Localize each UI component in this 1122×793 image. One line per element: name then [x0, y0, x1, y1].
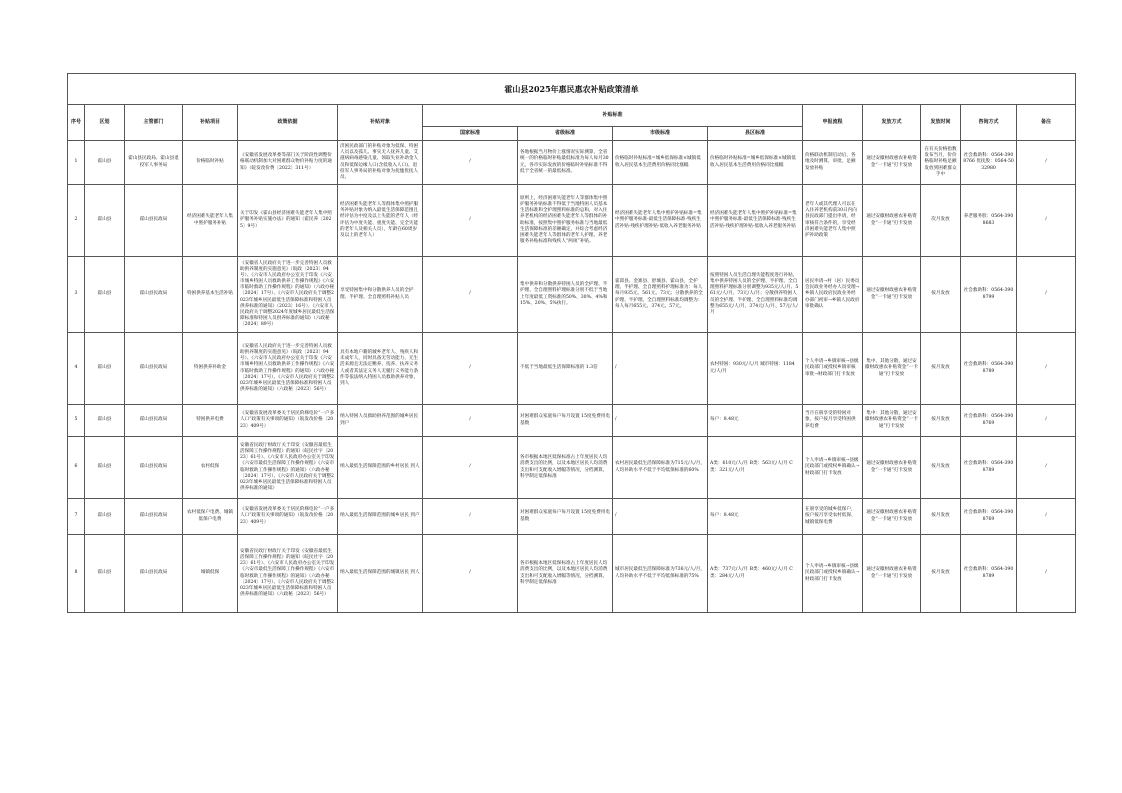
table-row [68, 535, 1076, 613]
header-std-city: 市级标准 [613, 127, 708, 141]
table-row [68, 185, 1076, 257]
header-target: 补贴对象 [338, 105, 423, 141]
table-row [68, 499, 1076, 535]
cell-std-province: 对困难群众家庭每户每月设置 15度免费用电基数 [518, 499, 613, 535]
cell-time: 在有关价格指数发布当月，价价格临时补贴足额发放到困难群众手中 [921, 141, 961, 185]
cell-seq: 4 [68, 333, 85, 405]
cell-method: 通过安徽财政惠农补贴资金“一卡通”打卡发放 [863, 499, 921, 535]
cell-method: 通过安徽财政惠农补贴资金“一卡通”打卡发放 [863, 141, 921, 185]
cell-district: 霍山县 [85, 499, 125, 535]
cell-dept: 霍山县民政局 [125, 499, 183, 535]
cell-item: 农村低保户电费、城镇低保户电费 [183, 499, 238, 535]
cell-seq: 5 [68, 405, 85, 437]
page-title: 霍山县2025年惠民惠农补贴政策清单 [68, 74, 1076, 105]
cell-method: 通过安徽财政惠农补贴资金“一卡通”打卡发放 [863, 437, 921, 499]
cell-process: 价格联动机制启动后，各地及时测算，审批，足额发放补贴 [803, 141, 863, 185]
cell-contact: 社会救助科：0564-3908769 [961, 405, 1017, 437]
header-time: 发放时间 [921, 105, 961, 141]
cell-std-province: 各市根据本地区低保标准占上年度居民人均消费支出的比例，以及本地区居民人均消费支出和可支配收入增幅等情况，分档测算，科学制定低保标准 [518, 437, 613, 499]
cell-time: 按月发放 [921, 257, 961, 333]
cell-std-county: 农村特困：930元/人/月 城市特困：1184元/人/月 [708, 333, 803, 405]
cell-contact: 社会救助科：0564-3908799 [961, 257, 1017, 333]
cell-process: 个人申请→乡镇审核→县级民政部门或授权乡镇确认→财政部门打卡发放 [803, 437, 863, 499]
header-contact: 咨询方式 [961, 105, 1017, 141]
cell-std-county: 价格临时补贴标准=城乡低保标准×城镇低收入居民基本生活费用价格同比涨幅 [708, 141, 803, 185]
table-row [68, 405, 1076, 437]
cell-std-county: 每户：8.48元 [708, 499, 803, 535]
table-row [68, 257, 1076, 333]
cell-contact: 社会救助科：0564-3908769 [961, 499, 1017, 535]
cell-std-national: / [423, 499, 518, 535]
cell-dept: 霍山县民政局 [125, 185, 183, 257]
header-seq: 序号 [68, 105, 85, 141]
cell-process: 老年人或其代理人可以在入住养老机构前30日内向县民政部门提出申请，经审核符合条件的，享受经济困难失能老年人集中照护补助政策 [803, 185, 863, 257]
cell-remark: / [1017, 141, 1076, 185]
cell-remark: / [1017, 499, 1076, 535]
cell-basis: 关于印发《霍山县经济困难失能老年人集中照护服务补贴实施办法》的通知（霍民养〔2025〕9号） [238, 185, 338, 257]
header-basis: 政策依据 [238, 105, 338, 141]
cell-dept: 霍山县民政局、霍山县退役军人事务局 [125, 141, 183, 185]
cell-district: 霍山县 [85, 405, 125, 437]
cell-item: 特困供养电费 [183, 405, 238, 437]
cell-std-county: A类：737元/人/月 B类：460元/人/月 C类：284元/人/月 [708, 535, 803, 613]
cell-item: 特困供养基本生活补贴 [183, 257, 238, 333]
cell-item: 经济困难失能老年人集中照护服务补贴 [183, 185, 238, 257]
cell-dept: 霍山县民政局 [125, 405, 183, 437]
cell-item: 价格临时补贴 [183, 141, 238, 185]
cell-std-county: 经济困难失能老年人集中照护补贴标准=集中照护服务标准-最低生活保障标准-残疾生活补贴-残疾护理补贴-低收入养老服务补贴 [708, 185, 803, 257]
cell-basis: 《安徽省人民政府关于进一步完善特困人员救助供养制度的实施意见》（皖政〔2023〕94号）、《六安市人民政府办公室关于印发《六安市城乡特困人员救助供养工作操作规程》《六安市临时救助工作操作规程》的通知》（六政办秘〔2024〕17号）、《六安市人民政府关于调整2023年城乡居民最低生活保障标准和特困人员供养标准的通知》（六政秘〔2023〕56号） [238, 333, 338, 405]
cell-method: 通过安徽财政惠农补贴资金“一卡通”打卡发放 [863, 535, 921, 613]
cell-method: 集中、其他分散，通过安徽财政惠农补贴资金“一卡通”打卡发放 [863, 333, 921, 405]
cell-basis: 《安徽省人民政府关于进一步完善特困人员救助供养制度的实施意见》（皖政〔2023〕94号）、《六安市人民政府办公室关于印发《六安市城乡特困人员救助供养工作操作规程》《六安市临时救助工作操作规程》的通知》（六政办秘〔2024〕17号）、《六安市人民政府关于调整2023年城乡居民最低生活保障标准和特困人员供养标准的通知》（2023〕16号）、《六安市人民政府关于调整2024年度城乡居民最低生活保障标准和特困人员供养标准的通知》（六政秘〔2024〕89号） [238, 257, 338, 333]
cell-district: 霍山县 [85, 437, 125, 499]
cell-contact: 养老服务股：0564-3908683 [961, 185, 1017, 257]
cell-remark: / [1017, 437, 1076, 499]
cell-std-city: 价格临时补贴标准=城乡低保标准×城镇低收入居民基本生活费用价格同比涨幅 [613, 141, 708, 185]
cell-time: 按月发放 [921, 437, 961, 499]
policy-table [67, 73, 1076, 613]
cell-contact: 社会救助科：0564-3908789 [961, 535, 1017, 613]
cell-std-city: / [613, 333, 708, 405]
cell-std-city: 经济困难失能老年人集中照护补贴标准=集中照护服务标准-最低生活保障标准-残疾生活补贴-残疾护理补贴-低收入养老服务补贴 [613, 185, 708, 257]
cell-seq: 3 [68, 257, 85, 333]
cell-std-city: 城市居民最低生活保障标准为736元/人/月，人均补助水平不低于平均低保标准的75% [613, 535, 708, 613]
cell-time: 次月发放 [921, 185, 961, 257]
cell-std-city: / [613, 499, 708, 535]
cell-std-city: 霍邱县、金寨县、舒城县、霍山县，全护理、半护理、全自理照料护理标准为：每人每月935元、561元、73元；分散供养的全护理、半护理、全自理照料标准均调整为：每人每月655元、374元、57元。 [613, 257, 708, 333]
cell-std-county: A类：610元/人/月 B类：563元/人/月 C类：321元/人/月 [708, 437, 803, 499]
cell-item: 特困供养补助金 [183, 333, 238, 405]
cell-seq: 8 [68, 535, 85, 613]
cell-seq: 1 [68, 141, 85, 185]
cell-contact: 社会救助科：0564-3908789 [961, 437, 1017, 499]
header-std-province: 省级标准 [518, 127, 613, 141]
cell-std-province: 集中供养和分散供养特困人员的全护理、半护理、全自理照料护理标准分别不低于当地上年度最低工资标准的50%、30%、4%和15%、20%、5%执行。 [518, 257, 613, 333]
cell-contact: 社会救助科：0564-3908766 优抚股：0564-5032980 [961, 141, 1017, 185]
cell-method: 通过安徽财政惠农补贴资金“一卡通”打卡发放 [863, 257, 921, 333]
cell-district: 霍山县 [85, 333, 125, 405]
cell-target: 纳入最低生活保障范围的乡村居民 到人 [338, 437, 423, 499]
cell-process: 当月在册享受的特困对象，按户按月享受特困供养电费 [803, 405, 863, 437]
cell-std-national: / [423, 141, 518, 185]
cell-std-city: / [613, 405, 708, 437]
cell-std-national: / [423, 437, 518, 499]
cell-seq: 7 [68, 499, 85, 535]
cell-std-national: / [423, 257, 518, 333]
header-process: 申报流程 [803, 105, 863, 141]
table-row [68, 141, 1076, 185]
cell-std-national: / [423, 405, 518, 437]
cell-item: 农村低保 [183, 437, 238, 499]
cell-std-city: 农村居民最低生活保障标准为715元/人/月，人均补助水平不低于平均低保标准的60% [613, 437, 708, 499]
cell-target: 纳入特困人员救助供养范围的城乡居民 到户 [338, 405, 423, 437]
header-item: 补贴项目 [183, 105, 238, 141]
header-std-national: 国家标准 [423, 127, 518, 141]
header-standard: 补贴标准 [423, 105, 803, 127]
cell-std-national: / [423, 333, 518, 405]
cell-process: 在册享受的城乡低保户，按户按月享受农村低保、城镇低保电费 [803, 499, 863, 535]
cell-process: 个人申请→乡镇审核→县级民政部门或授权乡镇审核审批→财政部门打卡发放 [803, 333, 863, 405]
cell-basis: 《安徽省发展改革委等部门关于阶段性调整价格联动机制加大对困难群众物价补贴力度的通知》（皖发改价费〔2022〕311号） [238, 141, 338, 185]
cell-std-national: / [423, 535, 518, 613]
cell-basis: 《安徽省发展改革委关于居民阶梯电价“一户多人口”政策有关事项的通知》（皖发改价格〔2023〕409号） [238, 499, 338, 535]
cell-seq: 2 [68, 185, 85, 257]
cell-time: 按月发放 [921, 333, 961, 405]
cell-std-county: 按照特困人员生活自理失能程度进行补贴，集中供养特困人员的全护理、半护理、全自理照料护理标准分别调整为935元/人/月、561元/人/月、73元/人/月；分散供养特困人员的全护理、半护理、全自理照料标准均调整为655元/人/月、374元/人/月、57元/人/月 [708, 257, 803, 333]
cell-seq: 6 [68, 437, 85, 499]
cell-basis: 安徽省民政厅财政厅关于印发《安徽省最低生活保障工作操作规程》的通知（皖民社字〔2023〕61号）、《六安市人民政府办公室关于印发《六安市最低生活保障工作操作规程》《六安市临时救助工作操作规程》的通知》（六政办秘〔2024〕17号）、《六安市人民政府关于调整2023年城乡居民最低生活保障标准和特困人员供养标准的通知》（六政秘〔2023〕56号） [238, 535, 338, 613]
cell-std-province: 各地根据当月物价上涨情况实际测算，全省统一的价格临时补贴最低标准为每人每月30元，各市实际发放的价格临时补贴标准不得低于全省统一的最低标准。 [518, 141, 613, 185]
header-method: 发放方式 [863, 105, 921, 141]
cell-time: 按月发放 [921, 499, 961, 535]
cell-dept: 霍山县民政局 [125, 257, 183, 333]
cell-std-province: 各市根据本地区低保标准占上年度居民人均消费支出的比例，以及本地区居民人均消费支出和可支配收入增幅等情况，分档测算，科学制定低保标准 [518, 535, 613, 613]
cell-remark: / [1017, 405, 1076, 437]
cell-method: 通过安徽财政惠农补贴资金“一卡通”打卡发放 [863, 185, 921, 257]
cell-district: 霍山县 [85, 141, 125, 185]
cell-district: 霍山县 [85, 185, 125, 257]
table-row [68, 437, 1076, 499]
cell-dept: 霍山县民政局 [125, 437, 183, 499]
cell-target: 纳入最低生活保障范围的城镇居民 到人 [338, 535, 423, 613]
cell-method: 集中：其他分散，通过安徽财政惠农补贴资金“一卡通”打卡发放 [863, 405, 921, 437]
cell-contact: 社会救助科：0564-3908789 [961, 333, 1017, 405]
header-dept: 主管部门 [125, 105, 183, 141]
cell-item: 城镇低保 [183, 535, 238, 613]
cell-std-province: 不低于当地最低生活保障标准的 1.3倍 [518, 333, 613, 405]
cell-std-province: 原则上，经济困难失能老年人等群体集中照护服务补贴标准不得低于当地特困人员基本生活标准和全护理照料标准的总和，对入住养老机构的经济困难失能老年人等群体的补助标准，按照集中照护服务标准与当地最低生活保障标准的差额确定，并综合考虑经济困难失能老年人等群体的老年人护理、养老服务补贴标准和残疾人“两项”补贴。 [518, 185, 613, 257]
cell-std-county: 每户：8.48元 [708, 405, 803, 437]
cell-dept: 霍山县民政局 [125, 333, 183, 405]
cell-basis: 安徽省民政厅财政厅关于印发《安徽省最低生活保障工作操作规程》的通知（皖民社字〔2023〕61号）、《六安市人民政府办公室关于印发《六安市最低生活保障工作操作规程》《六安市临时救助工作操作规程》的通知》（六政办秘〔2024〕17号）、《六安市人民政府关于调整2023年城乡居民最低生活保障标准和特困人员供养标准的通知》 [238, 437, 338, 499]
cell-time: 按月发放 [921, 405, 961, 437]
cell-remark: / [1017, 185, 1076, 257]
cell-process: 个人申请→乡镇审核→县级民政部门或授权乡镇确认→财政部门打卡发放 [803, 535, 863, 613]
cell-std-national: / [423, 185, 518, 257]
cell-remark: / [1017, 333, 1076, 405]
header-district: 区划 [85, 105, 125, 141]
cell-dept: 霍山县民政局 [125, 535, 183, 613]
cell-remark: / [1017, 257, 1076, 333]
cell-district: 霍山县 [85, 257, 125, 333]
cell-std-province: 对困难群众家庭每户每月设置 15度免费用电基数 [518, 405, 613, 437]
cell-basis: 《安徽省发展改革委关于居民阶梯电价“一户多人口”政策有关事项的通知》（皖发改价格〔2023〕409号） [238, 405, 338, 437]
cell-remark: / [1017, 535, 1076, 613]
table-row [68, 333, 1076, 405]
cell-target: 具有本地户籍的城乡老年人、残疾人和未成年人，同时具备无劳动能力、无生活来源且无法定赡养、抚养、扶养义务人或者其法定义务人无履行义务能力条件等依法纳入特困人员救助供养对象，到人 [338, 333, 423, 405]
cell-district: 霍山县 [85, 535, 125, 613]
cell-target: 经济困难失能老年人等群体集中照护服务补贴对象为纳入最低生活保障范围且经评估为中度及以上失能的老年人（经评估为中度失能、重度失能、完全失能的老年人及相关人员），年龄在60周岁及以上的老年人） [338, 185, 423, 257]
table-body [68, 141, 1076, 613]
cell-target: 济困民政部门的补贴对象为低保、特困人员以及孤儿、事实无人抚养儿童、艾滋病病毒感染儿童、领取失业补助金人员和低保边缘人口(含低收入人口)、退役军人事务局的补贴对象为抚恤优抚人员、 [338, 141, 423, 185]
cell-target: 纳入最低生活保障范围的城乡居民 到户 [338, 499, 423, 535]
cell-time: 按月发放 [921, 535, 961, 613]
cell-process: 居民申请→村（居）民委员会民政业务经办人员受理→乡镇人民政府民政业务经办部门初审→乡镇人民政府审批确认 [803, 257, 863, 333]
header-remark: 备注 [1017, 105, 1076, 141]
header-std-county: 县区标准 [708, 127, 803, 141]
cell-target: 享受特困集中和分散供养人员的全护理、半护理、全自理照料补贴人员 [338, 257, 423, 333]
